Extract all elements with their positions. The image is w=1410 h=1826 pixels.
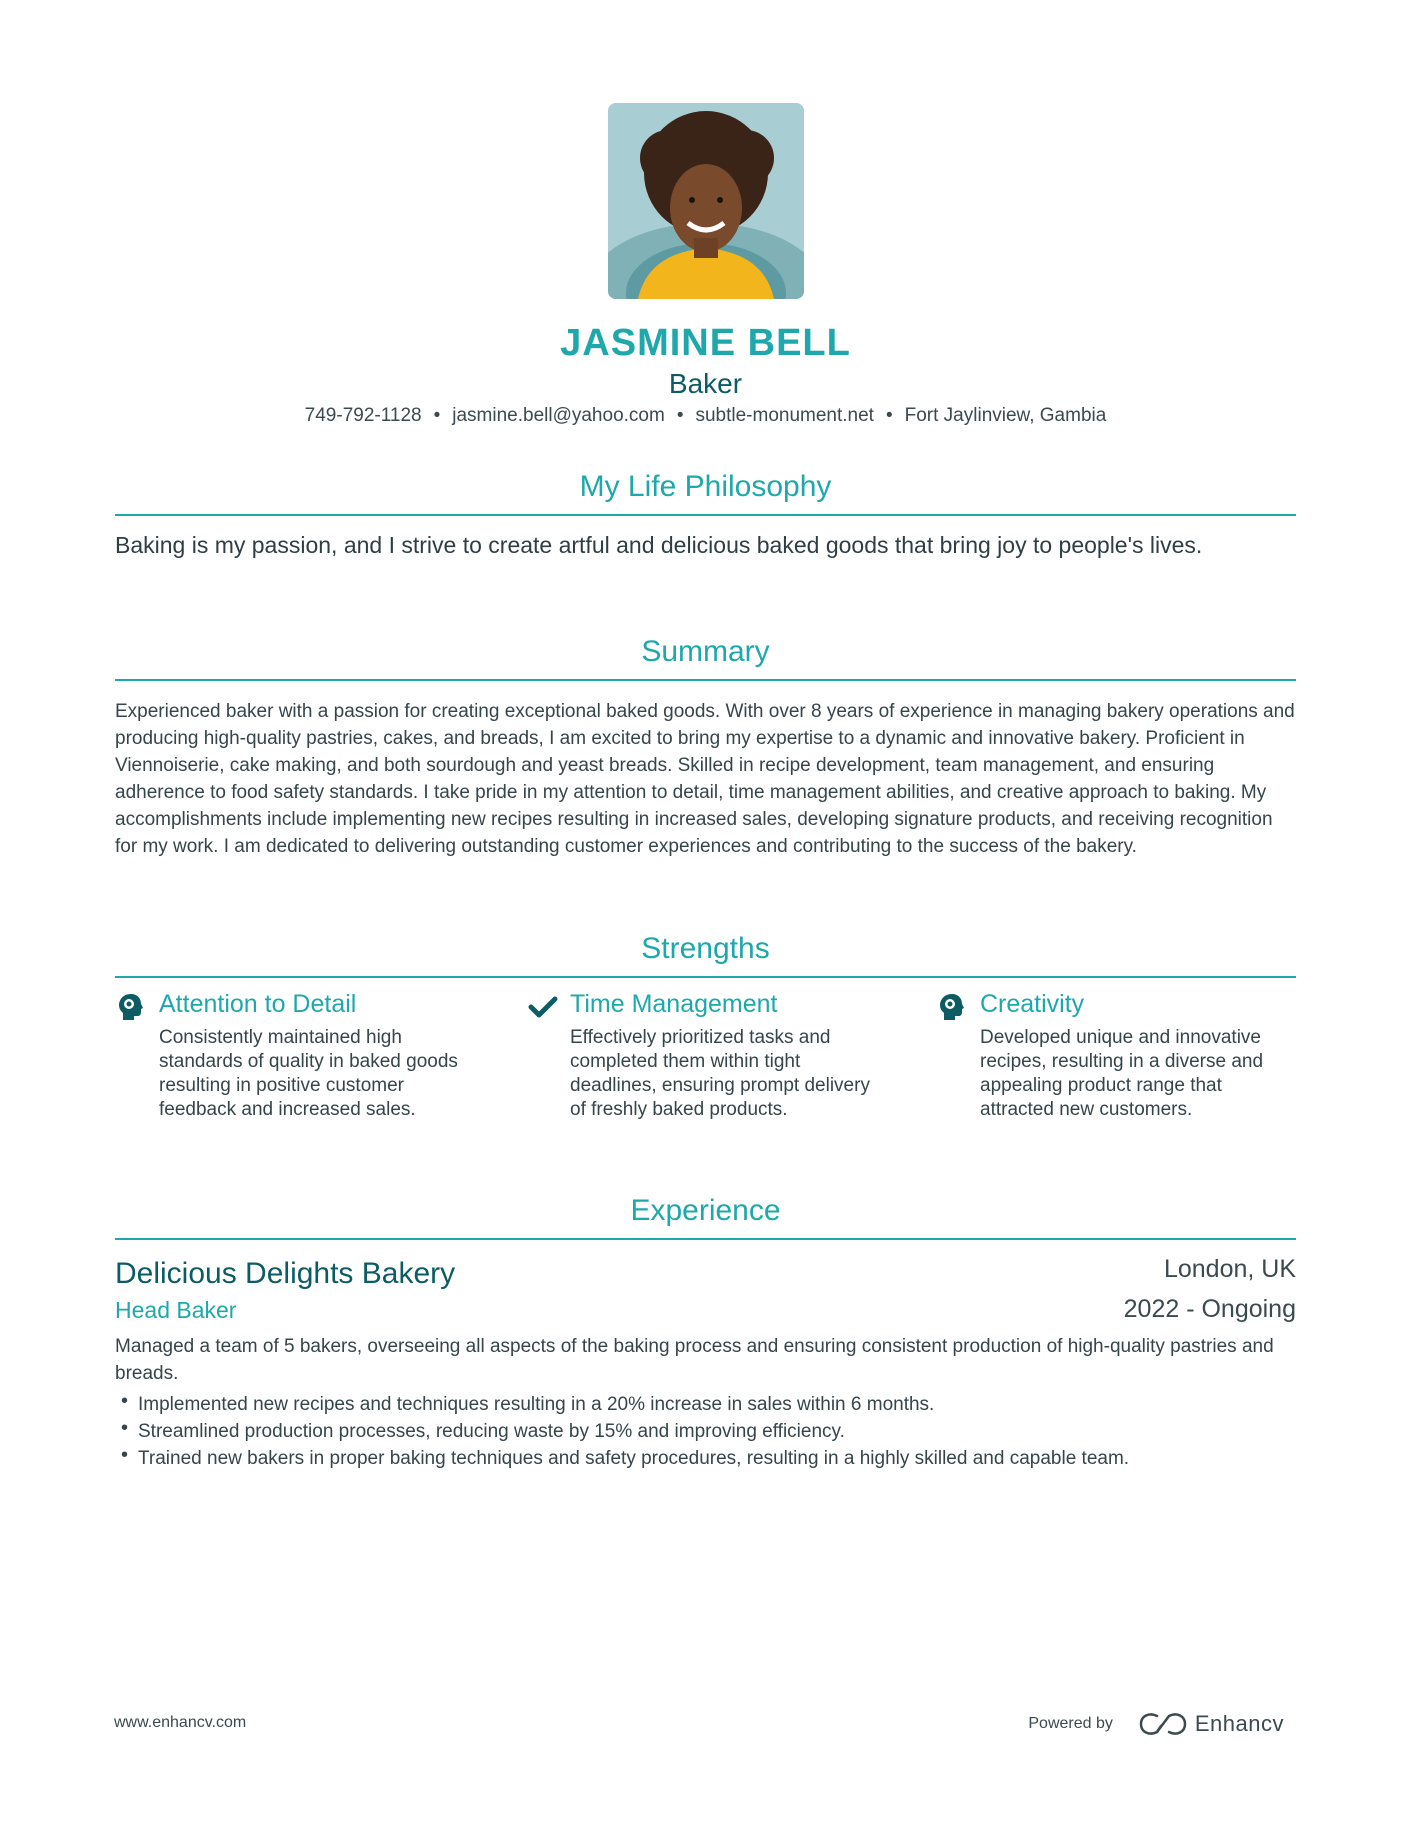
enhancv-logo-icon: [1139, 1712, 1187, 1736]
experience-heading: Experience: [630, 1194, 781, 1227]
list-item: • Implemented new recipes and techniques resulting in a 20% increase in sales within 6 months.: [121, 1391, 1296, 1418]
contact-line: [115, 405, 1296, 427]
philosophy-text: Baking is my passion, and I strive to create artful and delicious baked goods that bring joy to people's lives.: [115, 532, 1203, 558]
job-description: Managed a team of 5 bakers, overseeing all aspects of the baking process and ensuring consistent production of high-quality pastries and breads.: [115, 1336, 1274, 1384]
company-name: Delicious Delights Bakery: [115, 1257, 456, 1290]
footer-powered-by[interactable]: [1028, 1711, 1284, 1737]
separator-dot: •: [676, 405, 684, 426]
section-divider: [115, 514, 1296, 516]
strength-desc: Developed unique and innovative recipes, resulting in a diverse and appealing product range that attracted new customers.: [980, 1027, 1264, 1120]
strength-desc: Consistently maintained high standards of quality in baked goods resulting in positive customer feedback and increased sales.: [159, 1027, 458, 1120]
strength-title: Time Management: [570, 990, 778, 1018]
check-icon: [528, 992, 558, 1022]
profile-photo: [608, 103, 804, 299]
summary-heading: Summary: [641, 635, 770, 668]
powered-by-label: Powered by: [1028, 1715, 1113, 1732]
section-divider: [115, 1238, 1296, 1240]
candidate-name: JASMINE BELL: [560, 322, 851, 364]
head-brain-icon: [117, 992, 147, 1022]
separator-dot: •: [433, 405, 441, 426]
section-divider: [115, 976, 1296, 978]
website-link[interactable]: subtle-monument.net: [695, 405, 874, 426]
job-bullets: [121, 1391, 1296, 1472]
separator-dot: •: [885, 405, 893, 426]
section-divider: [115, 679, 1296, 681]
strength-title: Creativity: [980, 990, 1085, 1018]
strength-title: Attention to Detail: [159, 990, 357, 1018]
job-title: Head Baker: [115, 1297, 237, 1323]
candidate-role: Baker: [668, 368, 743, 399]
head-brain-icon: [938, 992, 968, 1022]
footer-website-link[interactable]: www.enhancv.com: [114, 1714, 247, 1731]
list-item: • Streamlined production processes, reducing waste by 15% and improving efficiency.: [121, 1418, 1296, 1445]
summary-text: Experienced baker with a passion for creating exceptional baked goods. With over 8 years of experience in managing bakery operations and producing high-quality pastries, cakes, and breads, I am excited to bring my expertise to a dynamic and innovative bakery. Proficient in Viennoiserie, cake making, and both sourdough and yeast breads. Skilled in recipe development, team management, and ensuring adherence to food safety standards. I take pride in my attention to detail, time management abilities, and creative approach to baking. My accomplishments include implementing new recipes resulting in increased sales, developing signature products, and receiving recognition for my work. I am dedicated to delivering outstanding customer experiences and contributing to the success of the bakery.: [115, 701, 1295, 857]
job-dates: 2022 - Ongoing: [1123, 1295, 1296, 1323]
strength-desc: Effectively prioritized tasks and completed them within tight deadlines, ensuring prompt delivery of freshly baked products.: [570, 1027, 870, 1120]
list-item: • Trained new bakers in proper baking techniques and safety procedures, resulting in a highly skilled and capable team.: [121, 1445, 1296, 1472]
location-text: Fort Jaylinview, Gambia: [904, 405, 1107, 426]
job-location: London, UK: [1163, 1255, 1296, 1283]
philosophy-heading: My Life Philosophy: [579, 470, 832, 503]
phone-text: 749-792-1128: [304, 405, 422, 426]
email-link[interactable]: jasmine.bell@yahoo.com: [452, 405, 665, 426]
strengths-heading: Strengths: [641, 932, 770, 965]
brand-name: Enhancv: [1194, 1711, 1284, 1736]
